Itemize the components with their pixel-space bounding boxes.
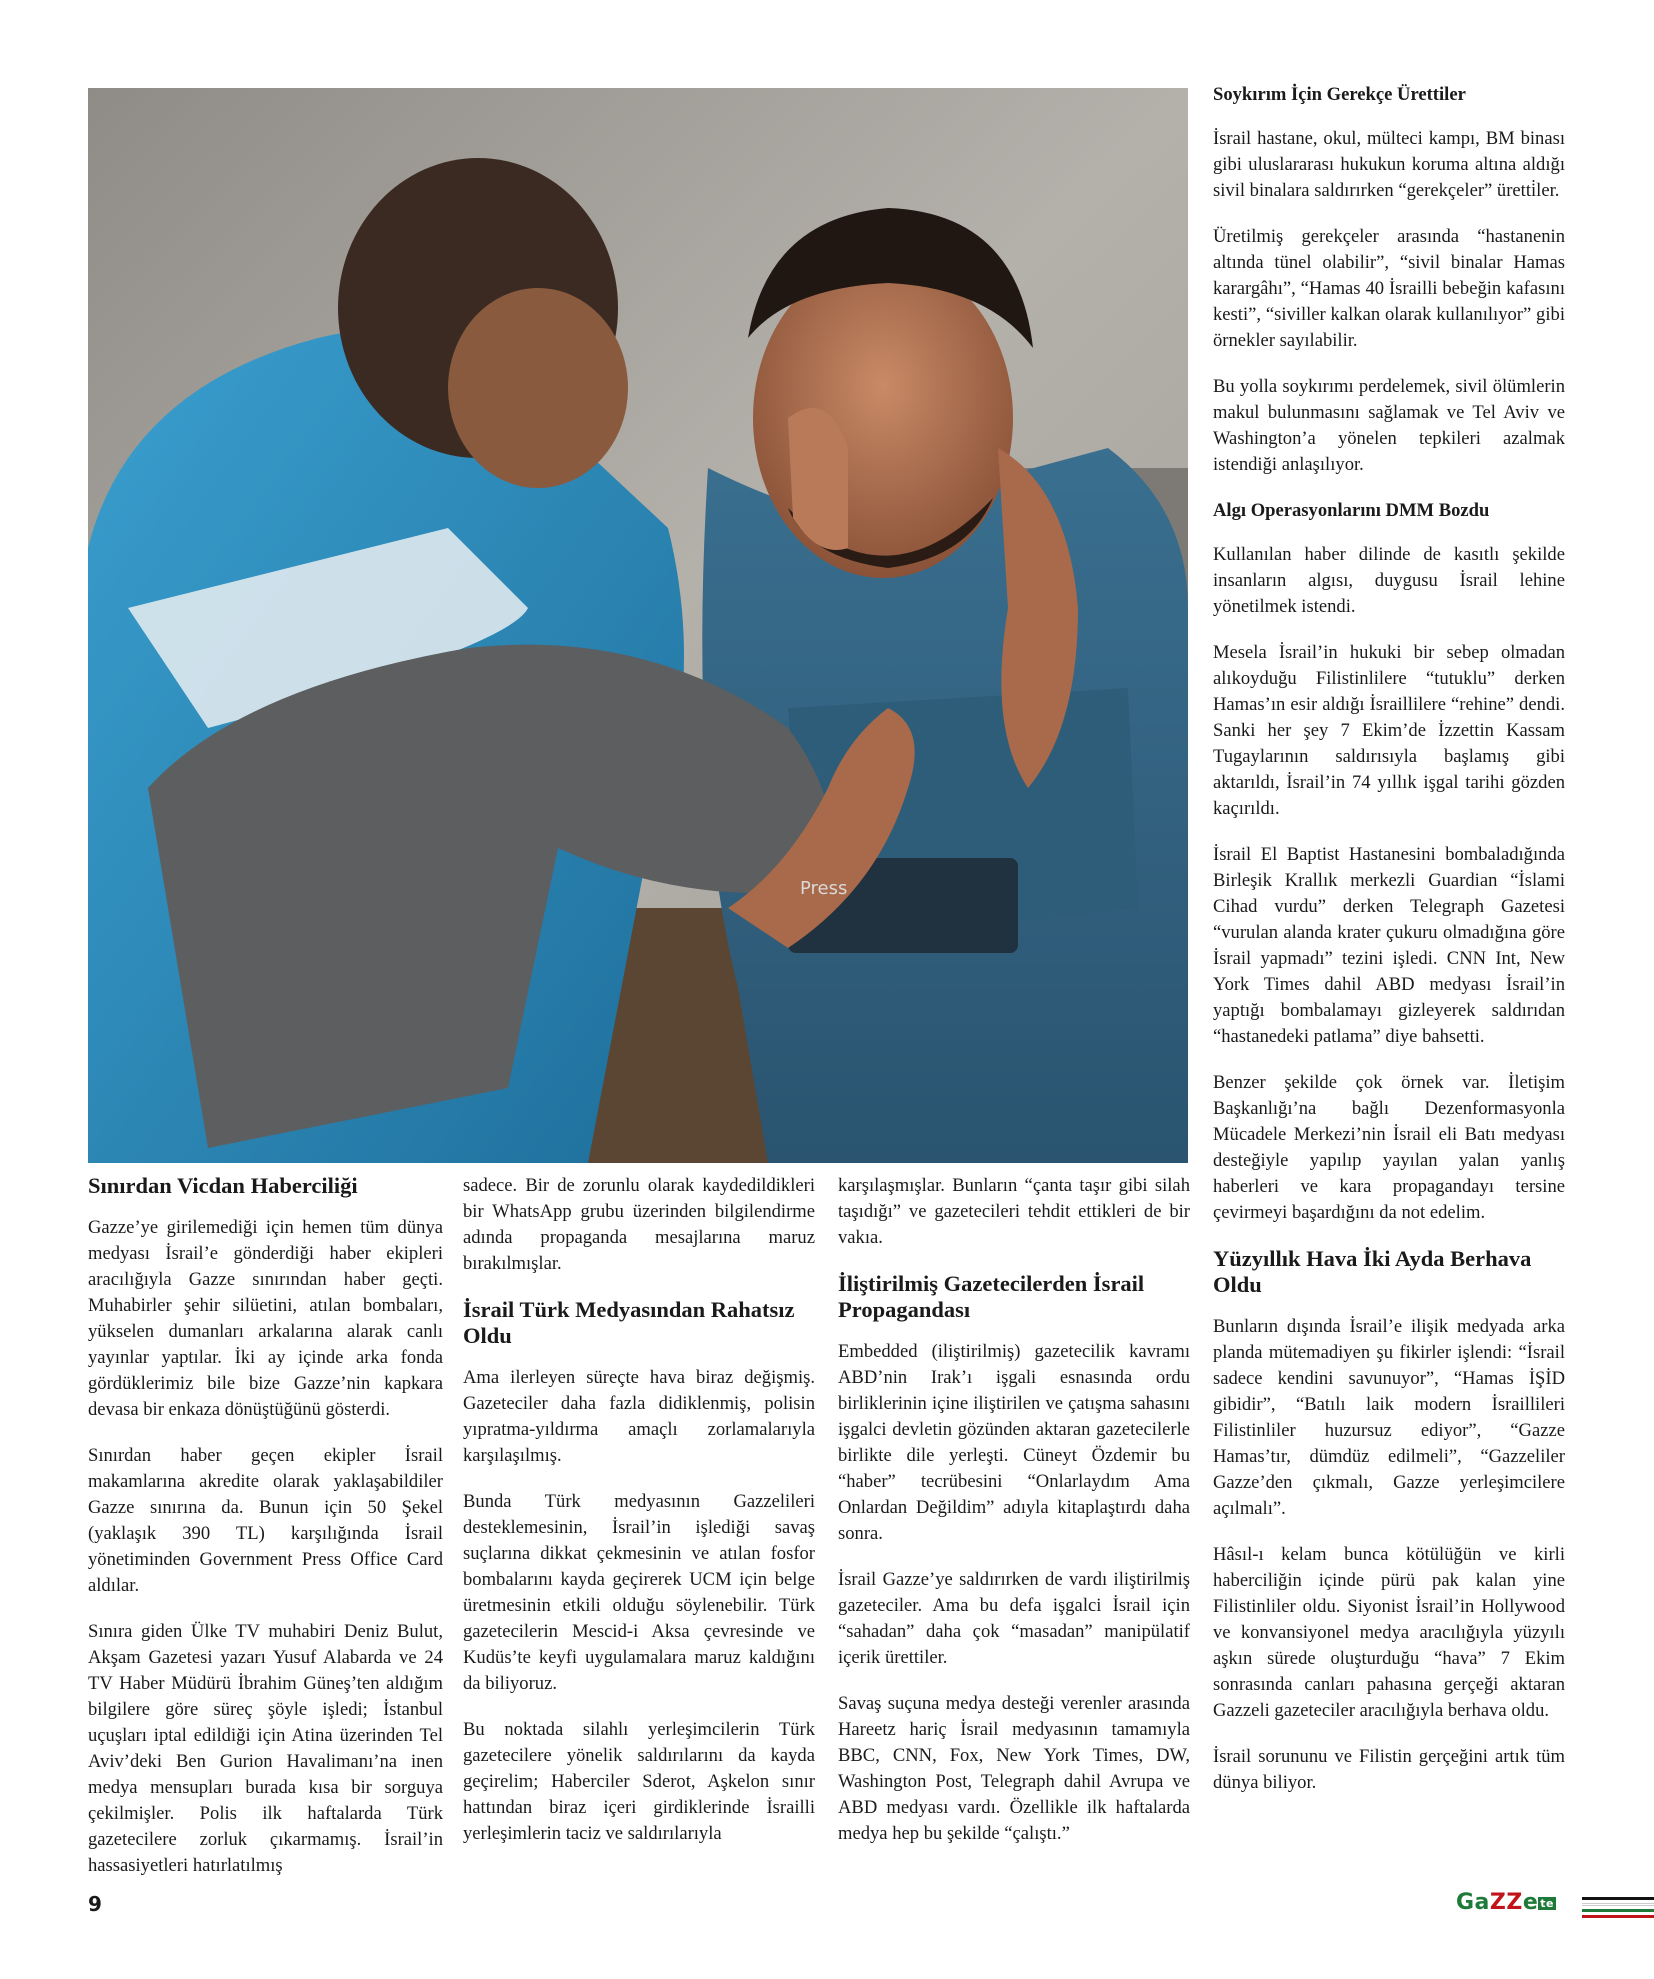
- paragraph: Kullanılan haber dilinde de kasıtlı şekilde insanların algısı, duygusu İsrail lehine yönetilmek istendi.: [1213, 544, 1565, 617]
- section-heading: İsrail Türk Medyasından Rahatsız Oldu: [463, 1297, 795, 1348]
- section-heading: Yüzyıllık Hava İki Ayda Berhava Oldu: [1213, 1246, 1532, 1297]
- sub-heading: Algı Operasyonlarını DMM Bozdu: [1213, 500, 1490, 521]
- paragraph: Bu yolla soykırımı perdelemek, sivil ölümlerin makul bulunmasını sağlamak ve Tel Aviv ve Washington’a yönelen tepkileri azalmak istendiği anlaşılıyor.: [1213, 376, 1565, 475]
- paragraph: Sınırdan haber geçen ekipler İsrail makamlarına akredite olarak yaklaşabildiler Gazze sınırına da. Bunun için 50 Şekel (yaklaşık 390 TL) karşılığında İsrail yönetiminden Government Press Office Card aldılar.: [88, 1445, 443, 1596]
- gazzete-logo: [1456, 1890, 1556, 1918]
- paragraph: Bu noktada silahlı yerleşimcilerin Türk gazetecilere yönelik saldırılarını da kayda geçirelim; Haberciler Sderot, Aşkelon sınır hattından biraz içeri girdiklerinde İsrailli yerleşimlerin taciz ve saldırılarıyla: [463, 1719, 815, 1844]
- stripe-black: [1582, 1897, 1654, 1900]
- page-number: 9: [88, 1892, 102, 1916]
- flag-stripes: [1582, 1897, 1654, 1921]
- column-3: [838, 1173, 1190, 1867]
- column-4: [1213, 82, 1565, 1816]
- paragraph: Ama ilerleyen süreçte hava biraz değişmiş. Gazeteciler daha fazla didiklenmiş, polisin yıpratma-yıldırma amaçlı zorlamalarıyla karşılaşılmış.: [463, 1367, 815, 1466]
- stripe-green: [1582, 1909, 1654, 1912]
- logo-part: ZZ: [1489, 1890, 1523, 1915]
- paragraph: İsrail El Baptist Hastanesini bombaladığında Birleşik Krallık merkezli Guardian “İslami Cihad vurdu” derken Telegraph Gazetesi “vurulan alanda krater çukuru olmadığına göre İsrail yapmadı” tezini işledi. CNN Int, New York Times dahil ABD medyası İsrail’in yaptığı bombalamayı gizleyerek saldırıdan “hastanedeki patlama” diye bahsetti.: [1213, 844, 1565, 1047]
- paragraph: Savaş suçuna medya desteği verenler arasında Hareetz hariç İsrail medyasının tamamıyla BBC, CNN, Fox, New York Times, DW, Washington Post, Telegraph dahil Avrupa ve ABD medyası vardı. Özellikle ilk haftalarda medya hep bu şekilde “çalıştı.”: [838, 1693, 1190, 1844]
- paragraph: Gazze’ye girilemediği için hemen tüm dünya medyası İsrail’e gönderdiği haber ekipleri aracılığıyla Gazze sınırından haber geçti. Muhabirler şehir silüetini, atılan bombaları, yükselen dumanları arkalarına alarak canlı yayınlar yaptılar. İki ay içinde arka fonda gördüklerimiz bile bize Gazze’nin kapkara devasa bir enkaza dönüştüğünü gösterdi.: [88, 1217, 443, 1420]
- paragraph: Mesela İsrail’in hukuki bir sebep olmadan alıkoyduğu Filistinlilere “tutuklu” derken Hamas’ın esir aldığı İsraillilere “rehine” dendi. Sanki her şey 7 Ekim’de İzzettin Kassam Tugaylarının saldırısıyla başlamış gibi aktarıldı, İsrail’in 74 yıllık işgal tarihi gözden kaçırıldı.: [1213, 642, 1565, 819]
- paragraph: İsrail hastane, okul, mülteci kampı, BM binası gibi uluslararası hukukun koruma altına aldığı sivil binalara saldırırken “gerekçeler” üretti̇ler.: [1213, 128, 1565, 201]
- paragraph: sadece. Bir de zorunlu olarak kaydedildikleri bir WhatsApp grubu üzerinden bilgilendirme adında propaganda mesajlarına maruz bırakılmışlar.: [463, 1175, 815, 1274]
- section-heading: İliştirilmiş Gazetecilerden İsrail Propagandası: [838, 1271, 1145, 1322]
- photo-journalists-embracing: [88, 88, 1188, 1163]
- logo-part: Ga: [1456, 1890, 1490, 1915]
- paragraph: Bunda Türk medyasının Gazzelileri desteklemesinin, İsrail’in işlediği savaş suçlarına dikkat çekmesinin ve atılan fosfor bombalarını kayda geçirerek UCM için belge üretmesinin etkili olduğu söylenebilir. Türk gazetecilerin Mescid-i Aksa çevresinde ve Kudüs’te keyfi uygulamalara maruz kaldığını da biliyoruz.: [463, 1491, 815, 1694]
- paragraph: Üretilmiş gerekçeler arasında “hastanenin altında tünel olabilir”, “sivil binalar Hamas karargâhı”, “Hamas 40 İsrailli bebeğin kafasını kesti”, “siviller kalkan olarak kullanılıyor” gibi örnekler sayılabilir.: [1213, 226, 1565, 351]
- logo-part: te: [1540, 1896, 1554, 1910]
- paragraph: Embedded (iliştirilmiş) gazetecilik kavramı ABD’nin Irak’ı işgali esnasında ordu birliklerinin içine iliştirilen ve çatışma sahasını işgalci devletin gözünden aktaran gazetecilerle birlikte dile yerleşti. Cüneyt Özdemir bu “haber” tecrübesini “Onlarlaydım Ama Onlardan Değildim” adıyla kitaplaştırdı daha sonra.: [838, 1341, 1190, 1544]
- paragraph: Hâsıl-ı kelam bunca kötülüğün ve kirli haberciliğin içinde pürü pak kalan yine Filistinliler oldu. Siyonist İsrail’in Hollywood ve konvansiyonel medya aracılığıyla yüzyılı aşkın sürede oluşturduğu “hava” 7 Ekim sonrasında canları pahasına gerçeği aktaran Gazzeli gazeteciler aracılığıyla berhava oldu.: [1213, 1544, 1565, 1721]
- stripe-red: [1582, 1915, 1654, 1918]
- photo-illustration: [88, 88, 1188, 1163]
- vest-press-label: Press: [800, 878, 848, 899]
- stripe-white: [1582, 1903, 1654, 1906]
- section-heading: Sınırdan Vicdan Haberciliği: [88, 1173, 358, 1198]
- paragraph: İsrail Gazze’ye saldırırken de vardı iliştirilmiş gazeteciler. Ama bu defa işgalci İsrail için “sahadan” daha çok “masadan” manipülatif içerik ürettiler.: [838, 1569, 1190, 1668]
- paragraph: Sınıra giden Ülke TV muhabiri Deniz Bulut, Akşam Gazetesi yazarı Yusuf Alabarda ve 24 TV Haber Müdürü İbrahim Güneş’ten aldığım bilgilere göre süreç şöyle işledi; İstanbul uçuşları iptal edildiği için Atina üzerinden Tel Aviv’deki Ben Gurion Havalimanı’na inen medya mensupları burada kısa bir sorguya çekilmişler. Polis ilk haftalarda Türk gazetecilere zorluk çıkarmamış. İsrail’in hassasiyetleri hatırlatılmış: [88, 1621, 443, 1876]
- paragraph: Benzer şekilde çok örnek var. İletişim Başkanlığı’na bağlı Dezenformasyonla Mücadele Merkezi’nin İsrail eli Batı medyası desteğiyle yapılıp yayılan yalan yanlış haberleri ve kara propagandayı tersine çevirmeyi başardığını da not edelim.: [1213, 1072, 1565, 1223]
- column-2: [463, 1173, 815, 1867]
- paragraph: karşılaşmışlar. Bunların “çanta taşır gibi silah taşıdığı” ve gazetecileri tehdit ettikleri de bir vakıa.: [838, 1175, 1190, 1248]
- paragraph: İsrail sorununu ve Filistin gerçeğini artık tüm dünya biliyor.: [1213, 1746, 1565, 1793]
- paragraph: Bunların dışında İsrail’e ilişik medyada arka planda mütemadiyen şu fikirler işlendi: “İsrail sadece kendini savunuyor”, “Hamas İŞİD gibidir”, “Batılı laik modern İsraillileri Filistinliler huzursuz ediyor”, “Gazze Hamas’tır, dümdüz edilmeli”, “Gazzeliler Gazze’den çıkmalı, Gazze yerleşimcilere açılmalı”.: [1213, 1316, 1565, 1519]
- logo-part: e: [1522, 1890, 1539, 1915]
- sub-heading: Soykırım İçin Gerekçe Ürettiler: [1213, 84, 1466, 105]
- column-1: [88, 1173, 443, 1899]
